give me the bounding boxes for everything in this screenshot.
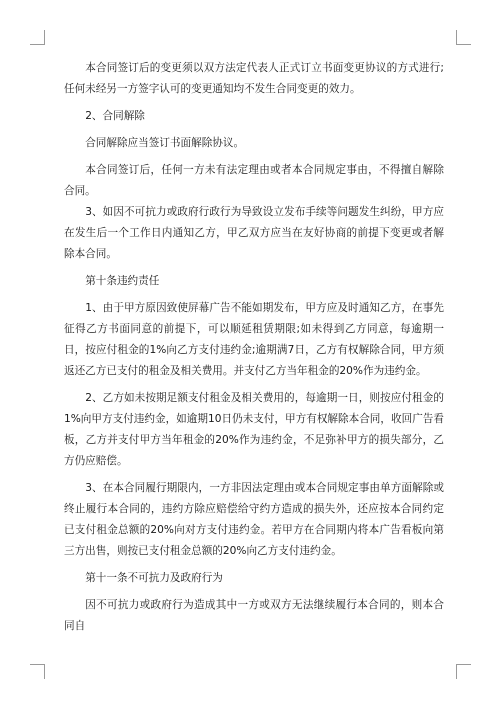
paragraph-change-terms: 本合同签订后的变更须以双方法定代表人正式订立书面变更协议的方式进行;任何未经另一方签字认可的变更通知均不发生合同变更的效力。 [64, 62, 444, 95]
crop-mark-bottom-left [30, 664, 45, 679]
paragraph-liability-party-b: 2、乙方如未按期足额支付租金及相关费用的，每逾期一日，则按应付租金的1%向甲方支付违约金，如逾期10日仍未支付，甲方有权解除本合同，收回广告看板，乙方并支付甲方当年租金的20%作为违约金，不足弥补甲方的损失部分，乙方仍应赔偿。 [64, 392, 444, 467]
crop-mark-bottom-right [456, 664, 471, 679]
paragraph-force-majeure-notice: 3、如因不可抗力或政府行政行为导致设立发布手续等问题发生纠纷，甲方应在发生后一个工作日内通知乙方，甲乙双方应当在友好协商的前提下变更或者解除本合同。 [64, 206, 444, 260]
heading-contract-termination: 2、合同解除 [85, 110, 145, 122]
crop-mark-top-right [456, 30, 471, 45]
heading-article-10-liability: 第十条违约责任 [85, 275, 160, 287]
paragraph-termination-agreement: 合同解除应当签订书面解除协议。 [85, 137, 245, 149]
paragraph-liability-unilateral: 3、在本合同履行期限内，一方非因法定理由或本合同规定事由单方面解除或终止履行本合同的，违约方除应赔偿给守约方造成的损失外，还应按本合同约定已支付租金总额的20%向对方支付违约金。若甲方在合同期内将本广告看板向第三方出售，则按已支付租金总额的20%向乙方支付违约金。 [64, 482, 444, 557]
heading-article-11-force-majeure: 第十一条不可抗力及政府行为 [85, 572, 223, 584]
paragraph-no-unilateral-termination: 本合同签订后，任何一方未有法定理由或者本合同规定事由，不得擅自解除合同。 [64, 164, 444, 197]
paragraph-force-majeure-effect: 因不可抗力或政府行为造成其中一方或双方无法继续履行本合同的，则本合同自 [64, 599, 444, 632]
crop-mark-top-left [30, 30, 45, 45]
paragraph-liability-party-a: 1、由于甲方原因致使屏幕广告不能如期发布，甲方应及时通知乙方，在事先征得乙方书面同意的前提下，可以顺延租赁期限;如未得到乙方同意，每逾期一日，按应付租金的1%向乙方支付违约金;逾期满7日，乙方有权解除合同，甲方须返还乙方已支付的租金及相关费用。并支付乙方当年租金的20%作为违约金。 [64, 302, 444, 377]
document-body [64, 58, 444, 637]
